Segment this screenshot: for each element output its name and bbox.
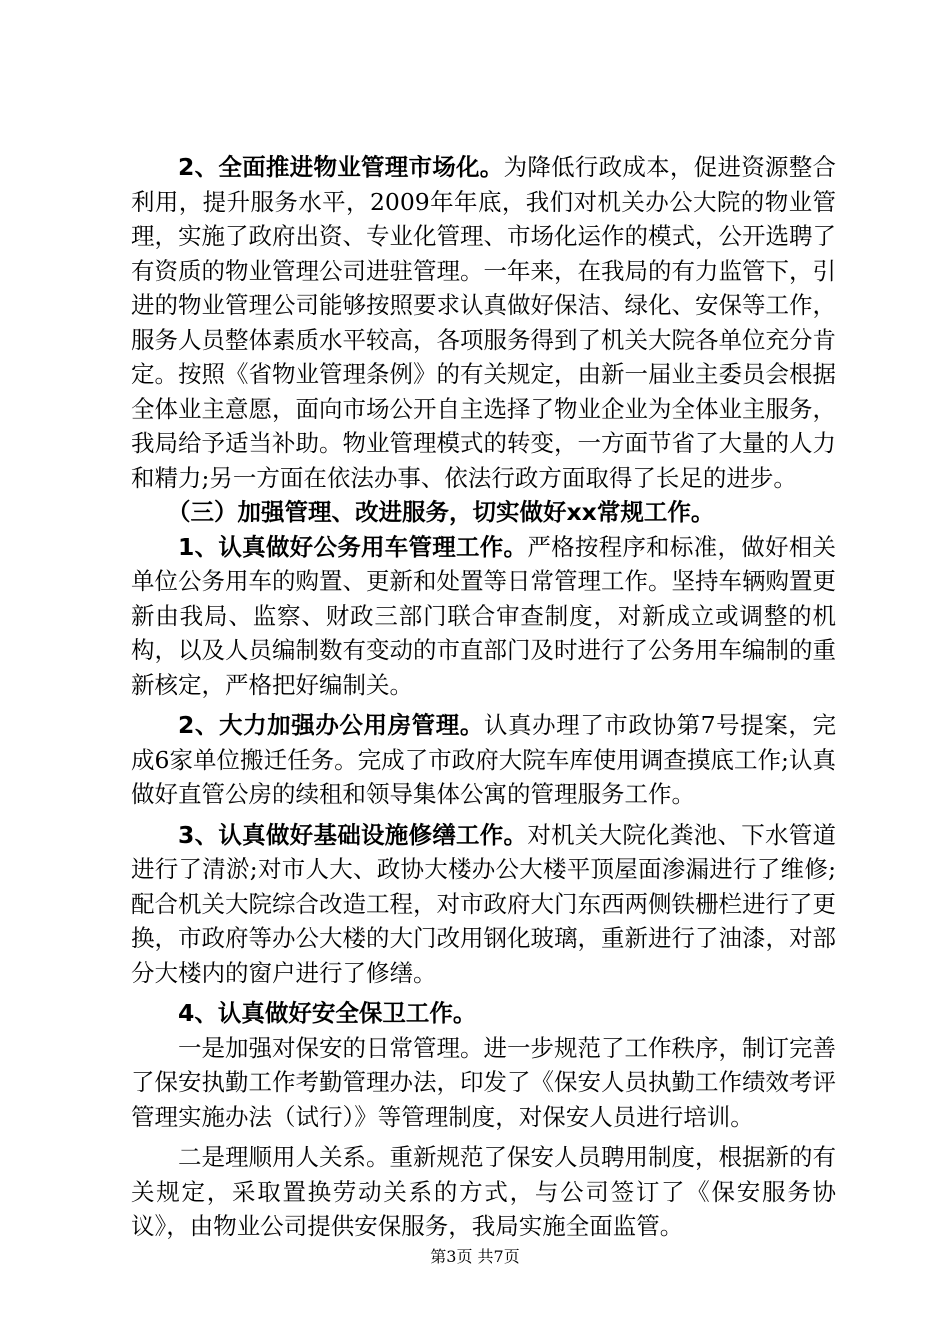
paragraph-security-management [131,1031,836,1135]
paragraph-heading: 3、认真做好基础设施修缮工作。 [178,820,528,849]
document-body [131,150,836,1244]
paragraph-infrastructure-repair [131,818,836,991]
paragraph-official-vehicles [131,530,836,703]
paragraph-text: 对机关大院化粪池、下水管道进行了清淤;对市人大、政协大楼办公大楼平顶屋面渗漏进行了维修;配合机关大院综合改造工程，对市政府大门东西两侧铁栅栏进行了更换，市政府等办公大楼的大门改用钢化玻璃，重新进行了油漆，对部分大楼内的窗户进行了修缮。 [131,820,837,987]
paragraph-office-space [131,708,836,812]
paragraph-text: 严格按程序和标准，做好相关单位公务用车的购置、更新和处置等日常管理工作。坚持车辆购置更新由我局、监察、财政三部门联合审查制度，对新成立或调整的机构，以及人员编制数有变动的市直部门及时进行了公务用车编制的重新核定，严格把好编制关。 [131,532,837,699]
paragraph-heading: 2、全面推进物业管理市场化。 [178,153,504,181]
paragraph-text: 二是理顺用人关系。重新规范了保安人员聘用制度，根据新的有关规定，采取置换劳动关系的方式，与公司签订了《保安服务协议》，由物业公司提供安保服务，我局实施全面监管。 [131,1143,836,1240]
paragraph-employment-relations [131,1140,836,1244]
paragraph-text: 为降低行政成本，促进资源整合利用，提升服务水平，2009年年底，我们对机关办公大院的物业管理，实施了政府出资、专业化管理、市场化运作的模式，公开选聘了有资质的物业管理公司进驻管理。一年来，在我局的有力监管下，引进的物业管理公司能够按照要求认真做好保洁、绿化、安保等工作，服务人员整体素质水平较高，各项服务得到了机关大院各单位充分肯定。按照《省物业管理条例》的有关规定，由新一届业主委员会根据全体业主意愿，面向市场公开自主选择了物业企业为全体业主服务，我局给予适当补助。物业管理模式的转变，一方面节省了大量的人力和精力;另一方面在依法办事、依法行政方面取得了长足的进步。 [131,153,837,492]
section-heading-three: （三）加强管理、改进服务，切实做好xx常规工作。 [167,498,715,526]
paragraph-property-management [131,150,836,495]
paragraph-heading: 1、认真做好公务用车管理工作。 [178,532,528,561]
page-number-footer: 第3页 共7页 [430,1247,520,1266]
paragraph-text: 认真办理了市政协第7号提案，完成6家单位搬迁任务。完成了市政府大院车库使用调查摸底工作;认真做好直管公房的续租和领导集体公寓的管理服务工作。 [131,711,836,808]
paragraph-text: 一是加强对保安的日常管理。进一步规范了工作秩序，制订完善了保安执勤工作考勤管理办法，印发了《保安人员执勤工作绩效考评管理实施办法（试行）》等管理制度，对保安人员进行培训。 [131,1033,836,1131]
paragraph-security-heading [131,996,836,1031]
paragraph-heading: 2、大力加强办公用房管理。 [178,711,484,739]
paragraph-heading: 4、认真做好安全保卫工作。 [178,999,477,1027]
